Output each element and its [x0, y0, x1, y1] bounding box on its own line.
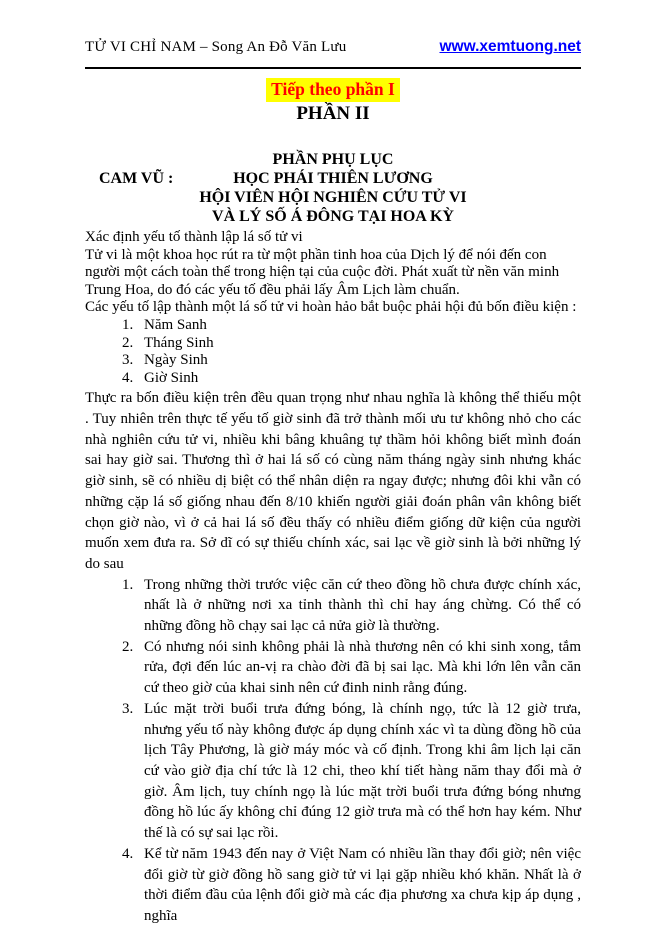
list-item-number: 4.: [122, 845, 134, 862]
member-heading-line1: HỘI VIÊN HỘI NGHIÊN CỨU TỬ VI: [199, 189, 467, 206]
list-item-number: 1.: [122, 576, 134, 593]
list-item-text: Giờ Sinh: [144, 369, 199, 386]
list-item-text: Lúc mặt trời buổi trưa đứng bóng, là chính ngọ, tức là 12 giờ trưa, nhưng yếu tố này không được áp dụng chính xác vì ta dùng đồng hồ của lịch Tây Phương, là giờ máy móc và cố định. Trong khi âm lịch lại căn cứ vào giờ địa chí tức là 12 chi, theo khí tiết hàng năm thay đổi mà ở giờ. Âm lịch, tuy chính ngọ là lúc mặt trời buổi trưa đứng bóng nhưng đồng hồ lúc ấy không chỉ đúng 12 giờ trưa mà có thể hơn hay kém. Như thế là có sự sai lạc rồi.: [144, 700, 581, 842]
list-item-text: Có nhưng nói sinh không phải là nhà thương nên có khi sinh xong, tắm rửa, đợi đến lúc an-vị ra chào đời đã bị sai lạc. Mà khi lớn lên vẫn căn cứ theo giờ của khai sinh nên cứ đinh ninh rằng đúng.: [144, 638, 581, 697]
page-header: [85, 38, 581, 56]
list-item-text: Kể từ năm 1943 đến nay ở Việt Nam có nhiều lần thay đổi giờ; nên việc đổi giờ từ giờ đồng hồ sang giờ tử vi lại gặp nhiều khó khăn. Nhất là ở thời điểm đầu của lệnh đổi giờ mà các địa phương xa chưa kịp áp dụng , nghĩa: [144, 845, 581, 924]
reasons-list: [85, 575, 581, 927]
continuation-heading: Tiếp theo phần I: [266, 78, 400, 102]
author-label: CAM VŨ :: [99, 170, 174, 187]
list-item: [85, 844, 581, 927]
list-item: [85, 637, 581, 699]
list-item-number: 1.: [122, 316, 134, 333]
conditions-intro: Các yếu tố lập thành một lá số tử vi hoàn hảo bắt buộc phải hội đủ bốn điều kiện :: [85, 299, 577, 316]
conditions-list: [85, 317, 581, 387]
school-heading-row: [85, 169, 581, 188]
website-link[interactable]: www.xemtuong.net: [439, 38, 581, 55]
discussion-paragraph: Thực ra bốn điều kiện trên đều quan trọng như nhau nghĩa là không thể thiếu một . Tuy nhiên trên thực tế yếu tố giờ sinh đã trở thành mối ưu tư không nhỏ cho các nhà nghiên cứu tử vi, nhiều khi bâng khuâng tự thầm hỏi không biết mình đoán sai hay giờ sai. Thương thì ở hai lá số có cùng năm tháng ngày sinh nhưng khác giờ sinh, sẽ có nhiều dị biệt có thể nhân diện ra ngay được; nhưng đôi khi vẫn có những cặp lá số giống nhau đến 8/10 khiến người giải đoán phân vân không biết chọn giờ nào, vì ở cả hai lá số đều thấy có nhiều điểm giống dữ kiện của người muốn xem đưa ra. Sở dĩ có sự thiếu chính xác, sai lạc về giờ sinh là bởi những lý do sau: [85, 390, 581, 572]
list-item: [85, 335, 581, 353]
list-item: [85, 575, 581, 637]
list-item: [85, 317, 581, 335]
list-item-text: Ngày Sinh: [144, 352, 208, 369]
header-divider: [85, 67, 581, 69]
list-item: [85, 699, 581, 844]
list-item-number: 3.: [122, 700, 134, 717]
section-heading: Xác định yếu tố thành lập lá số tử vi: [85, 229, 303, 245]
member-heading-line2: VÀ LÝ SỐ Á ĐÔNG TẠI HOA KỲ: [212, 208, 454, 225]
part-title: PHẦN II: [296, 103, 370, 124]
list-item-number: 3.: [122, 352, 134, 369]
school-heading: HỌC PHÁI THIÊN LƯƠNG: [233, 170, 433, 187]
continuation-heading-row: [85, 78, 581, 102]
list-item-text: Trong những thời trước việc căn cứ theo đồng hồ chưa được chính xác, nhất là ở những nơi xa tỉnh thành thì chỉ hay áng chừng. Có thể có những đồng hồ chạy sai lạc cả nửa giờ là thường.: [144, 576, 581, 635]
document-title: TỬ VI CHỈ NAM – Song An Đỗ Văn Lưu: [85, 39, 347, 55]
appendix-heading: PHẦN PHỤ LỤC: [272, 151, 394, 168]
list-item-number: 2.: [122, 334, 134, 351]
list-item-number: 2.: [122, 638, 134, 655]
intro-paragraph: Tử vi là một khoa học rút ra từ một phần tinh hoa của Dịch lý để nói đến con người một cách toàn thể trong hiện tại của cuộc đời. Phát xuất từ nền văn minh Trung Hoa, do đó các yếu tố đều phải lấy Âm Lịch làm chuẩn.: [85, 246, 560, 298]
list-item: [85, 370, 581, 388]
list-item-text: Năm Sanh: [144, 316, 207, 333]
list-item: [85, 352, 581, 370]
list-item-number: 4.: [122, 369, 134, 386]
list-item-text: Tháng Sinh: [144, 334, 214, 351]
